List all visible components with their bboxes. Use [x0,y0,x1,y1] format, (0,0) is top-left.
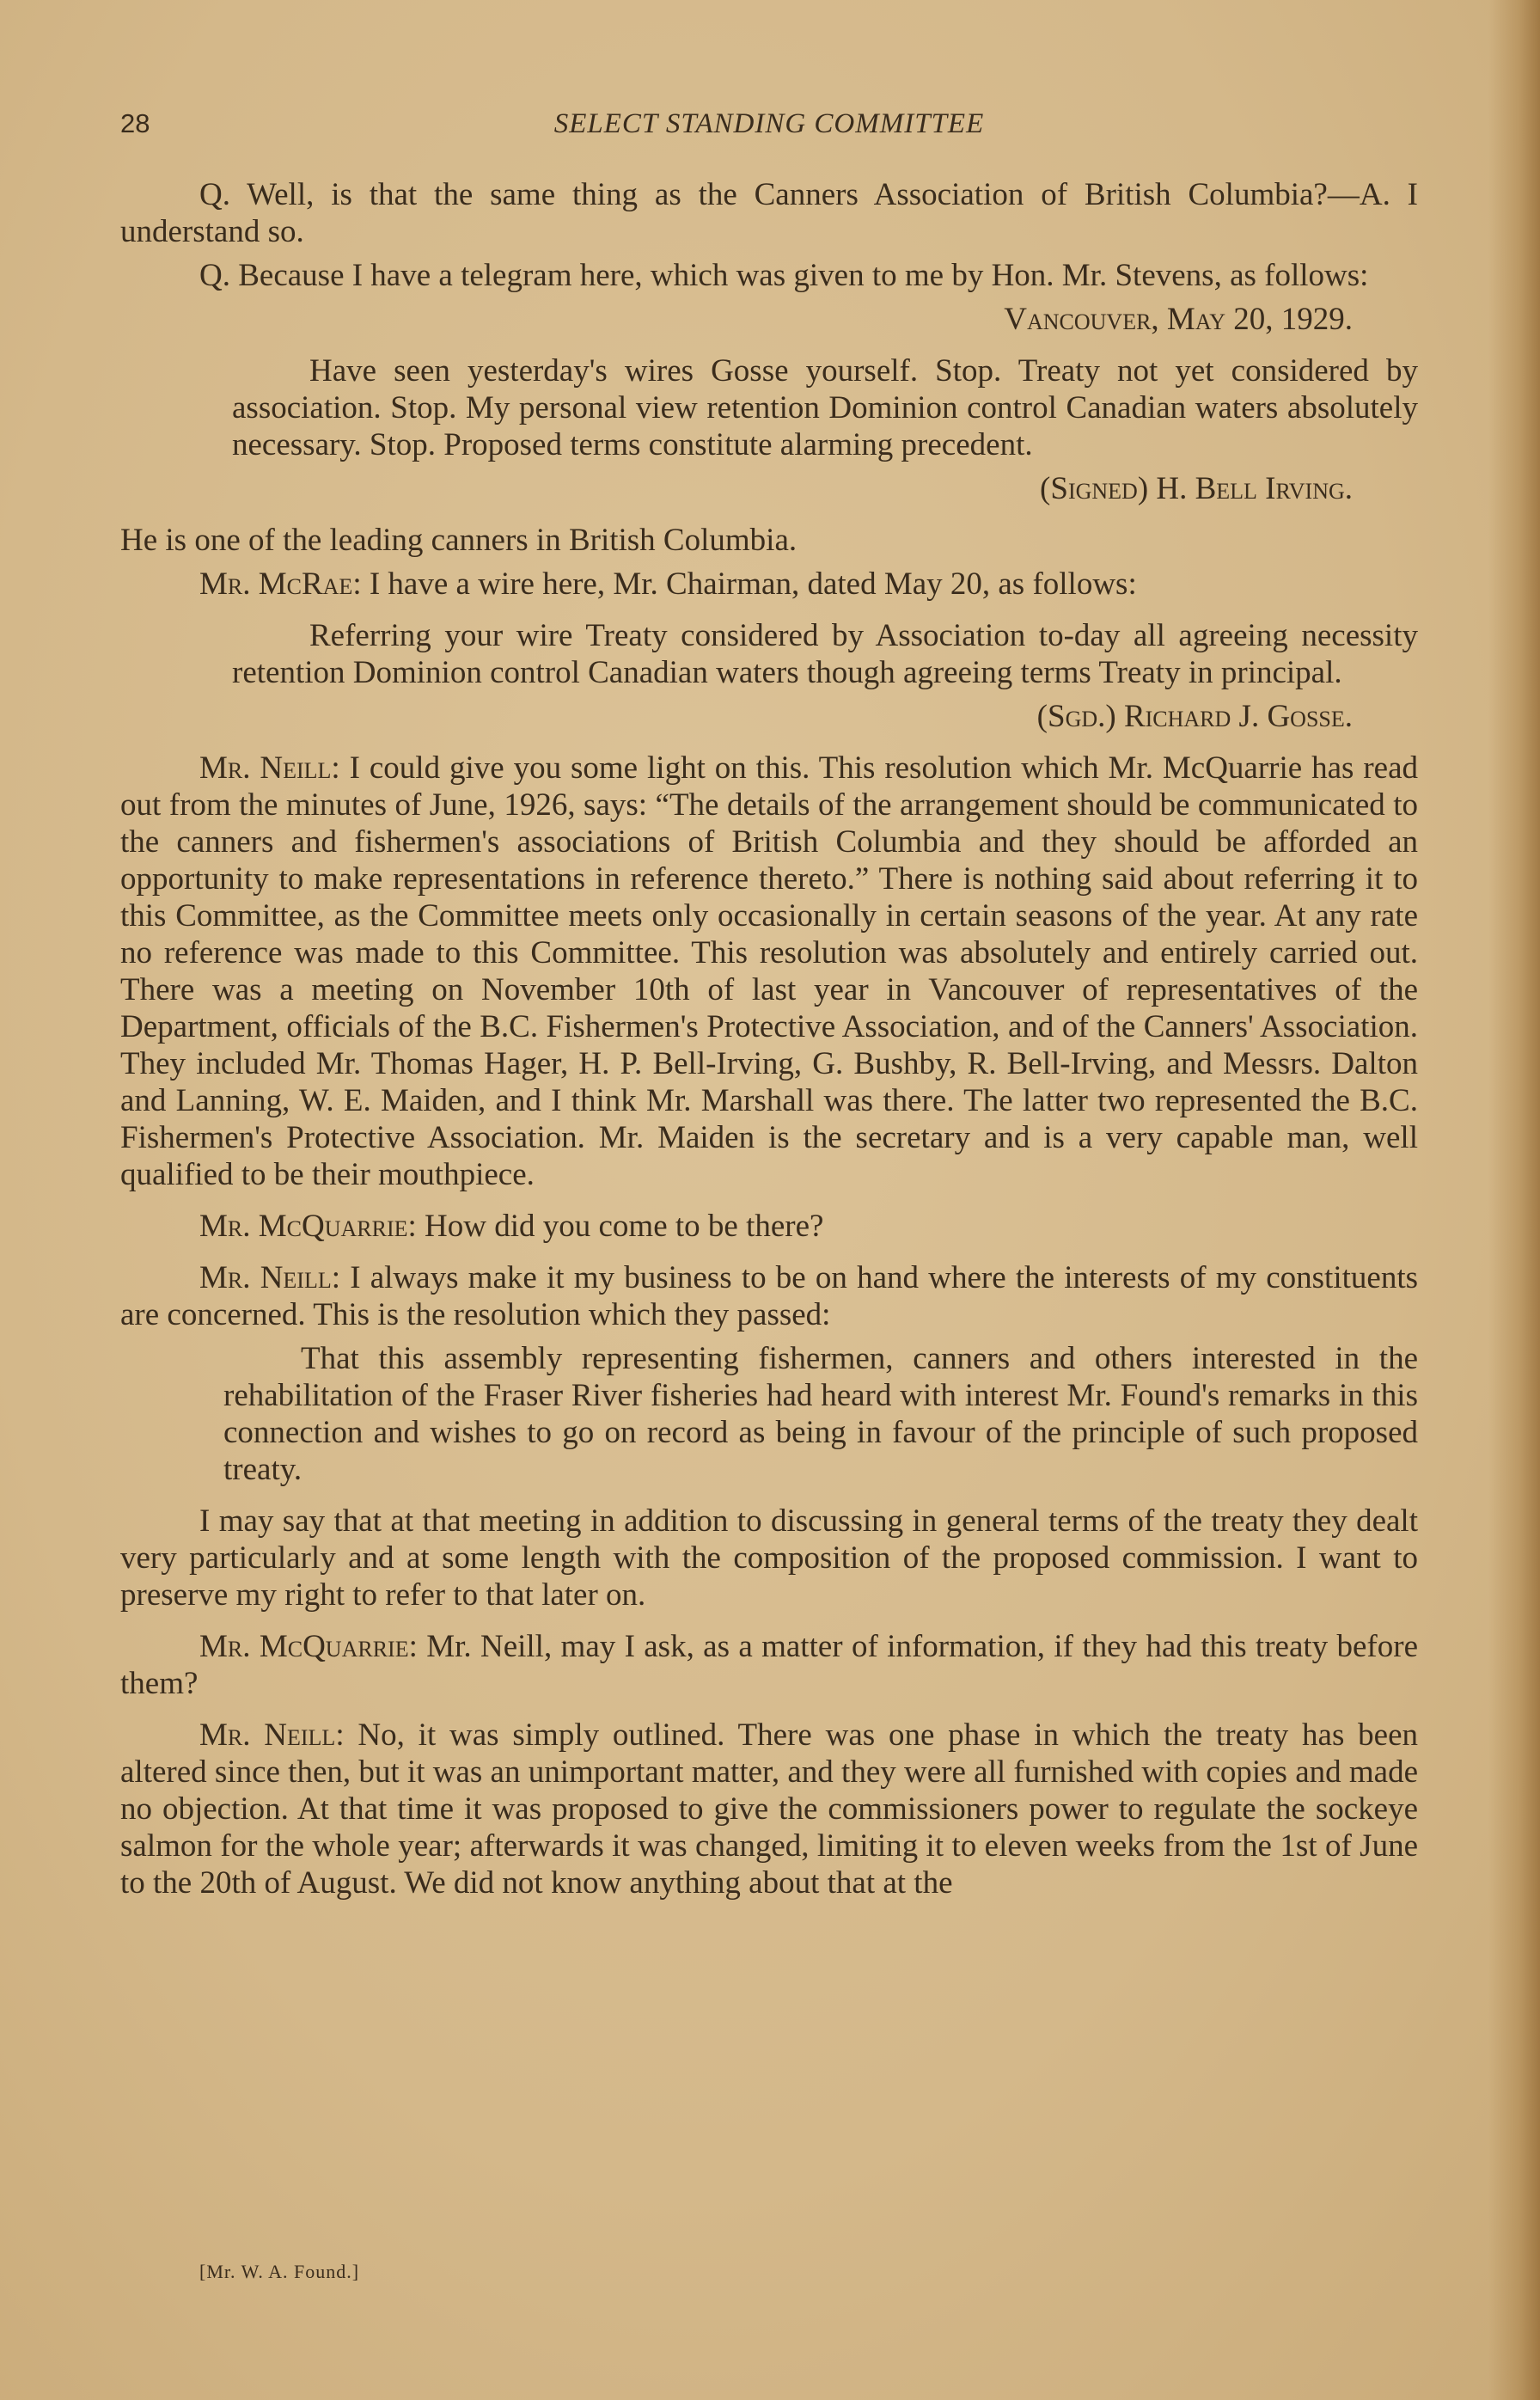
telegram-body-2: Referring your wire Treaty considered by Association to-day all agreeing necessity retention Dominion control Canadian waters though agreeing terms Treaty in principal. [232,618,1418,690]
telegram-dateline: Vancouver, May 20, 1929. [1004,302,1353,337]
speaker-name: Mr. Neill: [199,1717,345,1753]
paragraph-mcquarrie-1 [120,1208,1418,1245]
page-edge-shadow [1488,0,1540,2400]
page-number: 28 [120,108,150,138]
witness-footer: [Mr. W. A. Found.] [199,2261,360,2282]
page-body [120,176,1418,1901]
paragraph-question-1: Q. Well, is that the same thing as the Canners Association of British Columbia?—A. I understand so. [120,177,1418,249]
paragraph-meeting-note: I may say that at that meeting in addition to discussing in general terms of the treaty they dealt very particularly and at some length with the composition of the proposed commission. I want to preserve my right to refer to that later on. [120,1503,1418,1613]
speech-text: I could give you some light on this. This resolution which Mr. McQuarrie has read out from the minutes of June, 1926, says: “The details of the arrangement should be communicated to the canners and fishermen's associations of British Columbia and they should be afforded an opportunity to make representations in reference thereto.” There is nothing said about referring it to this Committee, as the Committee meets only occasionally in certain seasons of the year. At any rate no reference was made to this Committee. This resolution was absolutely and entirely carried out. There was a meeting on November 10th of last year in Vancouver of representatives of the Department, officials of the B.C. Fishermen's Protective Association, and of the Canners' Association. They included Mr. Thomas Hager, H. P. Bell-Irving, G. Bushby, R. Bell-Irving, and Messrs. Dalton and Lanning, W. E. Maiden, and I think Mr. Marshall was there. The latter two represented the B.C. Fishermen's Protective Association. Mr. Maiden is the secretary and is a very capable man, well qualified to be their mouthpiece. [120,750,1419,1192]
resolution-quote [223,1340,1418,1488]
paragraph-mcrae [120,566,1418,603]
speaker-name: Mr. McQuarrie: [199,1209,417,1244]
speaker-name: Mr. Neill: [199,750,340,786]
paragraph-question-2: Q. Because I have a telegram here, which was given to me by Hon. Mr. Stevens, as follows: [199,258,1369,293]
speech-text: I always make it my business to be on hand where the interests of my constituents are concerned. This is the resolution which they passed: [120,1260,1418,1332]
resolution-body: That this assembly representing fishermen, canners and others interested in the rehabilitation of the Fraser River fisheries had heard with interest Mr. Found's remarks in this connection and wishes to go on record as being in favour of the principle of such proposed treaty. [223,1341,1418,1487]
paragraph-neill-1 [120,750,1418,1193]
speaker-name: Mr. Neill: [199,1260,340,1295]
speaker-name: Mr. McQuarrie: [199,1629,418,1664]
speaker-name: Mr. McRae: [199,566,362,602]
telegram-quote-1 [232,352,1418,463]
telegram-signature-2: (Sgd.) Richard J. Gosse. [1036,699,1353,734]
paragraph-canners-note: He is one of the leading canners in British Columbia. [120,523,798,558]
telegram-signature-1: (Signed) H. Bell Irving. [1040,471,1353,506]
speech-text: Mr. Neill, may I ask, as a matter of information, if they had this treaty before them? [120,1629,1418,1701]
page-header [120,108,1418,146]
running-title: SELECT STANDING COMMITTEE [553,108,985,139]
speech-text: No, it was simply outlined. There was one phase in which the treaty has been altered since then, but it was an unimportant matter, and they were all furnished with copies and made no objection. At that time it was proposed to give the commissioners power to regulate the sockeye salmon for the whole year; afterwards it was changed, limiting it to eleven weeks from the 1st of June to the 20th of August. We did not know anything about that at the [120,1717,1418,1901]
paragraph-neill-2 [120,1259,1418,1333]
telegram-body-1: Have seen yesterday's wires Gosse yourself. Stop. Treaty not yet considered by association. Stop. My personal view retention Dominion control Canadian waters absolutely necessary. Stop. Proposed terms constitute alarming precedent. [232,353,1418,462]
paragraph-mcquarrie-2 [120,1628,1418,1702]
speech-text: How did you come to be there? [416,1209,824,1244]
speech-text: I have a wire here, Mr. Chairman, dated May 20, as follows: [361,566,1137,602]
paragraph-neill-3 [120,1717,1418,1901]
telegram-quote-2 [232,617,1418,691]
